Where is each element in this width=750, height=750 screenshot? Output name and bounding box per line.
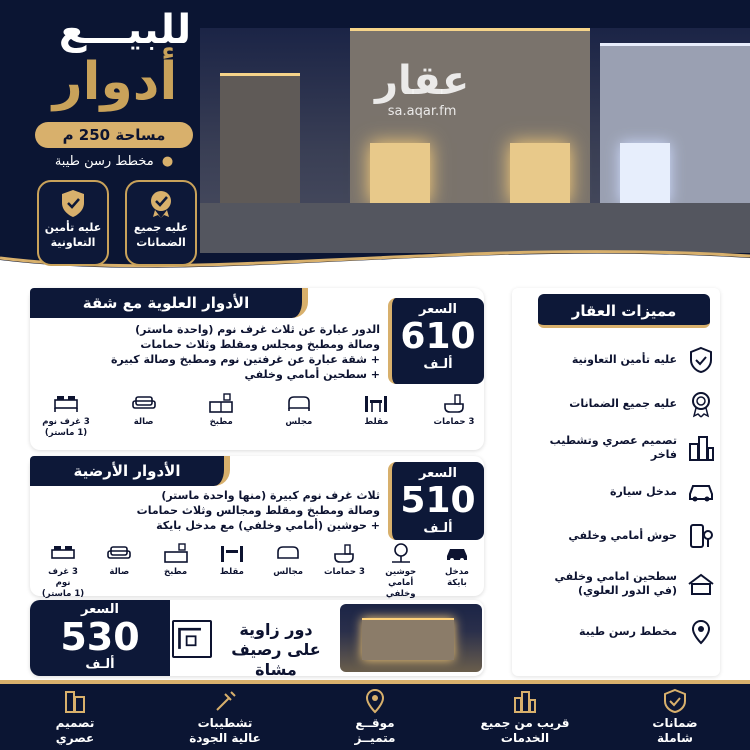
feature-bathrooms — [428, 392, 480, 439]
price-unit: ألـف — [423, 521, 453, 536]
price-value: 530 — [60, 615, 140, 659]
price-unit: ألـف — [423, 357, 453, 372]
feature-kitchen — [195, 392, 247, 439]
watermark-url: sa.aqar.fm — [387, 104, 457, 119]
bathroom-icon — [331, 542, 357, 564]
feature-label: مطبخ — [209, 417, 233, 427]
ground-floors-description — [40, 488, 380, 533]
badge-insurance — [37, 180, 109, 266]
footer-item-line2: الخدمات — [500, 731, 550, 745]
upper-price-box — [388, 298, 484, 384]
hero-banner — [0, 0, 750, 270]
feature-bedrooms — [40, 542, 86, 600]
upper-features-row — [40, 392, 480, 439]
buildings-icon — [687, 434, 715, 462]
upper-desc-line: الدور عبارة عن ثلاث غرف نوم (واحدة ماستر) — [135, 323, 380, 336]
feature-label: صالة — [109, 567, 130, 577]
shield-check-icon — [687, 346, 715, 374]
property-features-list — [520, 338, 715, 654]
feature-living — [118, 392, 170, 439]
corner-plot-icon — [172, 620, 212, 658]
bed-icon — [50, 542, 76, 564]
footer-item-services — [470, 684, 580, 746]
feature-label: مجلس — [285, 417, 313, 427]
price-value: 610 — [400, 316, 476, 357]
list-item — [520, 338, 715, 382]
building-left — [220, 73, 300, 203]
price-unit: ألـف — [85, 657, 115, 672]
building-photo — [200, 28, 750, 253]
corner-line2: على رصيف مشاة — [231, 640, 321, 679]
ground-price-box — [388, 462, 484, 540]
footer-item-location — [320, 684, 430, 746]
upper-floors-title: الأدوار العلوية مع شقة — [30, 288, 308, 318]
tree-icon — [388, 542, 414, 564]
footer-item-line2: عالية الجودة — [189, 731, 261, 745]
map-pin-icon: ● — [161, 154, 174, 169]
feature-label-2: أمامي وخلفي — [385, 578, 416, 599]
car-icon — [444, 542, 470, 564]
bathroom-icon — [441, 392, 467, 414]
footer-item-line1: موقــع — [355, 716, 395, 730]
property-features-title: مميزات العقار — [538, 294, 710, 328]
price-label: السعر — [419, 466, 457, 481]
dining-table-icon — [219, 542, 245, 564]
ground-desc-line: ثلاث غرف نوم كبيرة (منها واحدة ماستر) — [161, 489, 380, 502]
list-item-text: مدخل سيارة — [609, 485, 677, 498]
plan-name: مخطط رسن طيبة — [54, 154, 154, 169]
feature-bathrooms — [321, 542, 367, 600]
list-item-text: مخطط رسن طيبة — [579, 625, 677, 638]
plan-location — [35, 152, 193, 172]
footer-item-design — [20, 684, 130, 746]
list-item — [520, 610, 715, 654]
feature-majlis — [265, 542, 311, 600]
footer-item-line1: قريب من جميع — [480, 716, 570, 730]
hero-wave — [0, 240, 750, 270]
feature-majlis — [273, 392, 325, 439]
feature-label: 3 غرف نوم — [48, 567, 78, 588]
feature-label-2: (1 ماستر) — [44, 428, 88, 438]
ground-desc-line: + حوشين (أمامي وخلفي) مع مدخل بايكة — [156, 519, 380, 532]
feature-bedrooms — [40, 392, 92, 439]
ground-desc-line: وصالة ومطبخ ومقلط ومجالس وثلاث حمامات — [136, 504, 380, 517]
watermark-logo: عقار — [375, 58, 470, 104]
footer-item-line2: شاملة — [657, 731, 693, 745]
map-pin-icon — [687, 618, 715, 646]
tools-icon — [211, 688, 239, 714]
couch-icon — [275, 542, 301, 564]
sale-subtitle: أدوار — [52, 52, 178, 112]
price-label: السعر — [419, 302, 457, 317]
location-icon — [361, 688, 389, 714]
bed-icon — [53, 392, 79, 414]
yard-icon — [687, 522, 715, 550]
list-item-text: سطحين امامي وخلفي (في الدور العلوي) — [554, 570, 677, 597]
list-item-text: عليه تأمين التعاونية — [571, 353, 677, 366]
dining-table-icon — [363, 392, 389, 414]
upper-desc-line: وصالة ومطبخ ومجلس ومقلط وثلاث حمامات — [140, 338, 380, 351]
footer-item-finishing — [170, 684, 280, 746]
couch-icon — [286, 392, 312, 414]
badge-insurance-line1: عليه تأمين — [44, 221, 102, 234]
footer-item-line2: عصري — [55, 731, 95, 745]
badge-guarantees-line2: الضمانات — [136, 236, 186, 249]
list-item — [520, 558, 715, 610]
medal-icon — [687, 390, 715, 418]
upper-desc-line: + سطحين أمامي وخلفي — [244, 368, 380, 381]
badge-guarantees-line1: عليه جميع — [133, 221, 189, 234]
footer-item-line1: ضمانات — [652, 716, 698, 730]
city-icon — [511, 688, 539, 714]
feature-car-entrance — [434, 542, 480, 600]
sofa-icon — [106, 542, 132, 564]
corner-building — [362, 618, 454, 660]
feature-label: مقلط — [364, 417, 389, 427]
feature-label: صالة — [133, 417, 154, 427]
feature-dining — [209, 542, 255, 600]
footer-item-line2: متميــز — [354, 731, 396, 745]
medal-check-icon — [146, 188, 176, 218]
list-item — [520, 426, 715, 470]
badge-insurance-line2: التعاونية — [50, 236, 96, 249]
building-icon — [61, 688, 89, 714]
ground-features-row — [40, 542, 480, 600]
feature-yards — [378, 542, 424, 600]
footer-item-guarantees — [620, 684, 730, 746]
car-icon — [687, 478, 715, 506]
area-pill: مساحة 250 م — [35, 122, 193, 148]
sofa-icon — [131, 392, 157, 414]
kitchen-icon — [208, 392, 234, 414]
watermark — [375, 58, 469, 119]
sale-title: للبيـــع — [58, 7, 192, 53]
list-item — [520, 514, 715, 558]
list-item — [520, 382, 715, 426]
footer-item-line1: تصميم — [55, 716, 95, 730]
corner-description — [214, 620, 338, 680]
list-item — [520, 470, 715, 514]
list-item-text: تصميم عصري وتشطيب فاخر — [549, 434, 677, 461]
feature-label: مقلط — [219, 567, 244, 577]
upper-floors-description — [40, 322, 380, 382]
list-item-text: حوش أمامي وخلفي — [568, 529, 677, 542]
list-item-text: عليه جميع الضمانات — [569, 397, 677, 410]
feature-dining — [350, 392, 402, 439]
price-label: السعر — [81, 602, 119, 617]
feature-label: حوشين — [385, 567, 417, 577]
feature-label: 3 حمامات — [433, 417, 475, 427]
feature-label: 3 حمامات — [323, 567, 365, 577]
footer-item-line1: تشطيبات — [197, 716, 253, 730]
kitchen-icon — [163, 542, 189, 564]
price-value: 510 — [400, 480, 476, 521]
shield-icon — [661, 688, 689, 714]
feature-label: مجالس — [273, 567, 304, 577]
corner-building-photo — [340, 604, 482, 672]
feature-label-2: (1 ماستر) — [41, 589, 85, 599]
corner-line1: دور زاوية — [239, 620, 313, 639]
upper-desc-line: + شقة عبارة عن غرفتين نوم ومطبخ وصالة كبيرة — [110, 353, 380, 366]
feature-label: مدخل بايكة — [445, 567, 469, 588]
building-right — [600, 43, 750, 203]
shield-check-icon — [58, 188, 88, 218]
corner-price-box — [30, 600, 170, 676]
feature-living — [96, 542, 142, 600]
badge-guarantees — [125, 180, 197, 266]
footer-bar — [0, 680, 750, 750]
ground-floors-title: الأدوار الأرضية — [30, 456, 230, 486]
feature-label: 3 غرف نوم — [42, 417, 90, 427]
feature-label: مطبخ — [164, 567, 188, 577]
feature-kitchen — [153, 542, 199, 600]
rooftop-icon — [687, 570, 715, 598]
